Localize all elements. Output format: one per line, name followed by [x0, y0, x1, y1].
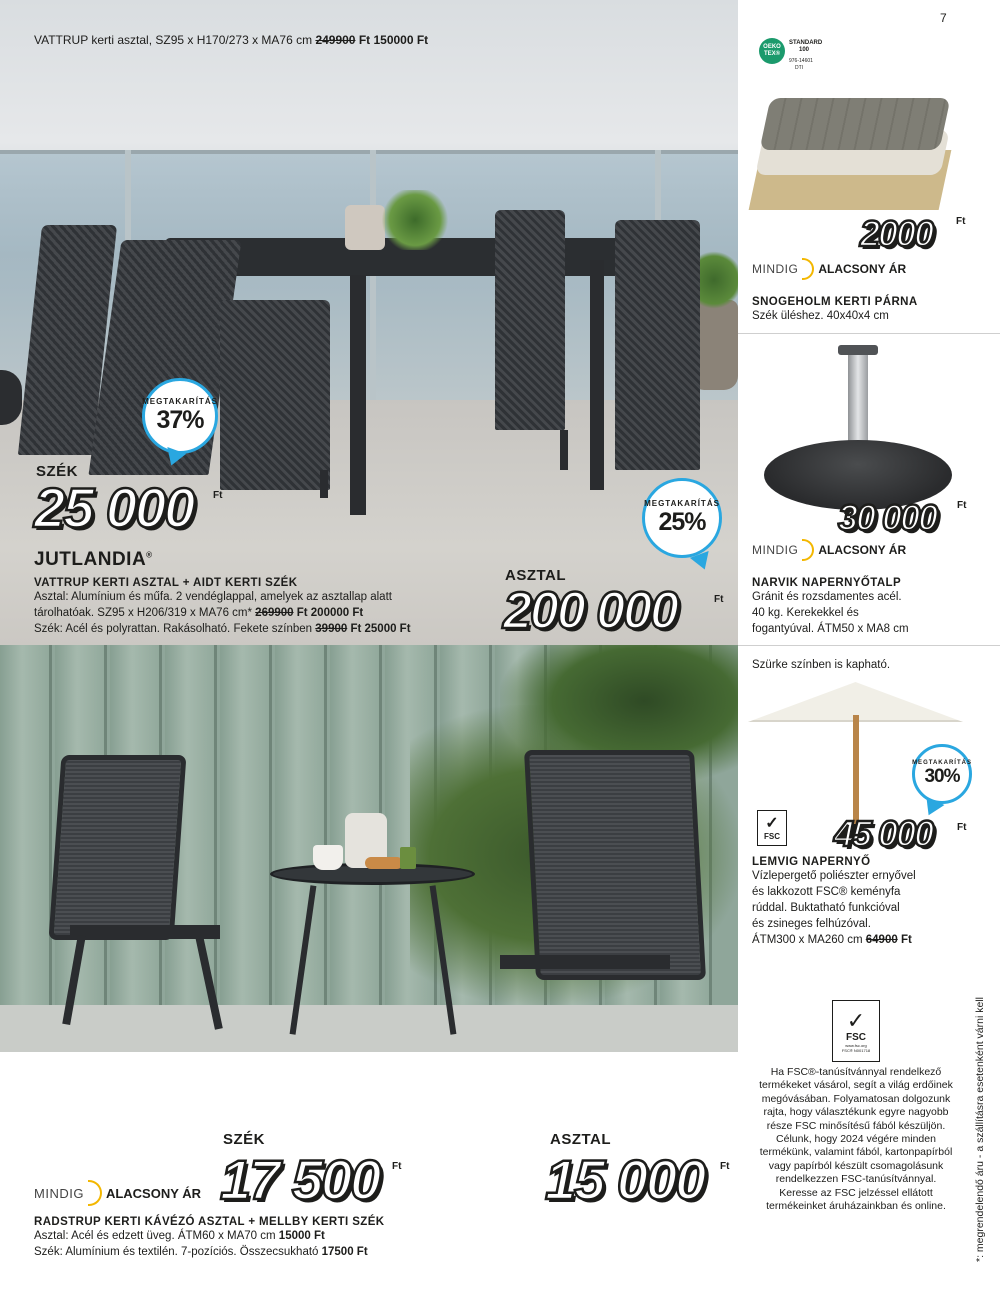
cafe-chair-label: SZÉK: [223, 1131, 266, 1148]
top-caption: VATTRUP kerti asztal, SZ95 x H170/273 x MA76 cm 249900 Ft 150000 Ft: [34, 33, 429, 47]
umbrella-price: 45 000: [834, 813, 933, 854]
cafe-table-price: 15 000: [545, 1148, 705, 1211]
lemvig-description: LEMVIG NAPERNYŐ Vízlepergető poliészter ernyővel és lakkozott FSC® keményfa rúddal. Buktatható funkcióval és zsineges felhúzóval. ÁTM300 x MA260 cm 64900 Ft: [752, 856, 916, 946]
radstrup-description: RADSTRUP KERTI KÁVÉZÓ ASZTAL + MELLBY KERTI SZÉK Asztal: Acél és edzett üveg. ÁTM60 x MA70 cm 15000 Ft Szék: Alumínium és textilén. 7-pozíciós. Összecsukható 17500 Ft: [34, 1216, 385, 1258]
narvik-description: NARVIK NAPERNYŐTALP Gránit és rozsdamentes acél. 40 kg. Kerekekkel és fogantyúval. ÁTM50 x MA8 cm: [752, 577, 909, 635]
chair-price-currency: Ft: [213, 490, 223, 501]
fsc-logo: ✓ FSC www.fsc.org FSC® N001718: [832, 1000, 880, 1062]
vattrup-title: VATTRUP KERTI ASZTAL + AIDT KERTI SZÉK: [34, 577, 298, 589]
side-note: *: megrendelendő áru - a szállításra esetenként várni kell: [974, 997, 986, 1262]
mindig-alacsony-ar-logo: MINDIG ALACSONY ÁR: [752, 258, 906, 280]
chair-price: 25 000: [34, 476, 194, 539]
umbrella-price-currency: Ft: [957, 822, 967, 833]
cafe-set-photo: [0, 645, 738, 1052]
chair-label: SZÉK: [36, 463, 79, 480]
cafe-chair-price: 17 500: [220, 1148, 380, 1211]
savings-badge-25: MEGTAKARÍTÁS 25%: [642, 478, 722, 558]
cafe-chair-price-currency: Ft: [392, 1161, 402, 1172]
savings-badge-30: MEGTAKARÍTÁS 30%: [912, 744, 972, 804]
tree-icon: ✓: [846, 1007, 866, 1033]
table-label: ASZTAL: [505, 567, 567, 584]
umbrella-color-note: Szürke színben is kapható.: [752, 659, 891, 671]
cushion-price-currency: Ft: [956, 216, 966, 227]
table-price-currency: Ft: [714, 594, 724, 605]
umbrella-pole: [853, 715, 859, 825]
cafe-table-label: ASZTAL: [550, 1131, 612, 1148]
savings-badge-37: MEGTAKARÍTÁS 37%: [142, 378, 218, 454]
mindig-alacsony-ar-logo: MINDIG ALACSONY ÁR: [752, 539, 906, 561]
oeko-tex-standard: STANDARD 100 976-14601 DTI: [789, 40, 823, 71]
snogeholm-description: SNOGEHOLM KERTI PÁRNA Szék üléshez. 40x40x4 cm: [752, 296, 918, 322]
base-price: 30 000: [838, 497, 937, 538]
vattrup-description: VATTRUP KERTI ASZTAL + AIDT KERTI SZÉK Asztal: Alumínium és műfa. 2 vendéglappal, amelyek az asztallap alatt tárolhatóak. SZ95 x H206/319 x MA76 cm* 269900 Ft 200000 Ft Szék: Acél és polyrattan. Rakásolható. Fekete színben 39900 Ft 25000 Ft: [34, 577, 504, 637]
tree-icon: ✓: [765, 814, 779, 832]
oeko-tex-logo: OEKO TEX®: [759, 38, 785, 64]
mindig-alacsony-ar-logo: MINDIG ALACSONY ÁR: [34, 1180, 201, 1206]
fsc-small-logo: ✓ FSC: [757, 810, 787, 846]
page-number: 7: [940, 11, 947, 25]
cafe-table-price-currency: Ft: [720, 1161, 730, 1172]
table-price: 200 000: [503, 582, 677, 640]
brand-jutlandia: JUTLANDIA®: [34, 549, 153, 570]
base-price-currency: Ft: [957, 500, 967, 511]
cushion-image-grey: [759, 98, 950, 150]
cushion-price: 2000: [860, 213, 933, 254]
fsc-info-text: Ha FSC®-tanúsítvánnyal rendelkező termékeket vásárol, segít a világ erdőinek megóvásában. Folyamatosan dolgozunk rajta, hogy választékunk egyre nagyobb része FSC minősítésű fából készüljön. Célunk, hogy 2024 végére minden termékünk, valamint fából, kartonpapírból vagy papírból készült csomagolásunk rendelkezzen FSC-tanúsítvánnyal. Keresse az FSC jelzéssel ellátott termékeinket áruházainkban és online.: [759, 1066, 953, 1213]
